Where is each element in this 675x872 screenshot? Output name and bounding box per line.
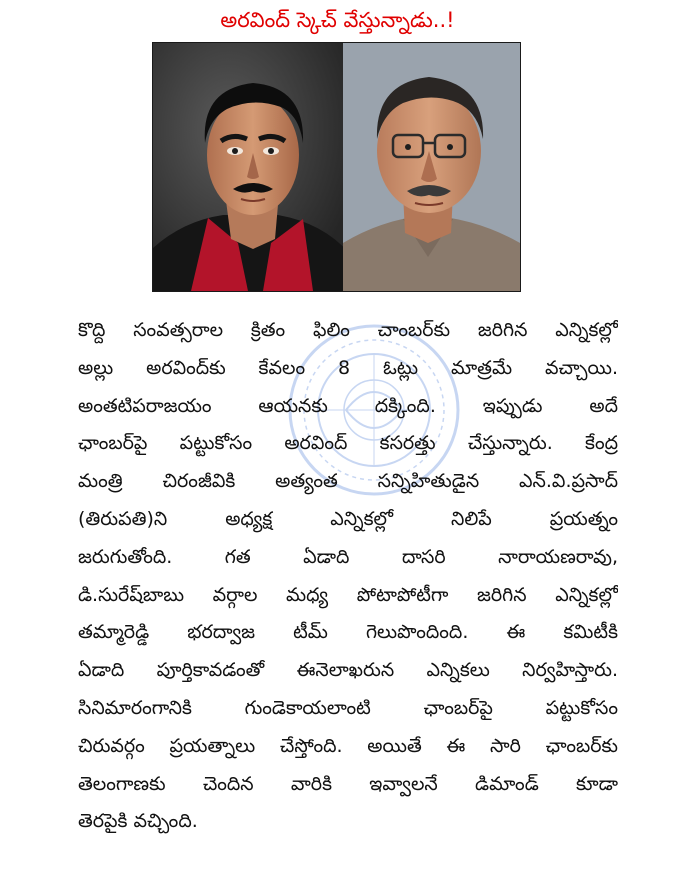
article-line: (తిరుపతి)ని అధ్యక్ష ఎన్నికల్లో నిలిపే ప్రయత్నం bbox=[78, 507, 618, 530]
article-body bbox=[78, 312, 618, 841]
article-line: జరుగుతోంది. గత ఏడాది దాసరి నారాయణరావు, bbox=[78, 545, 618, 568]
article-line: తెలంగాణకు చెందిన వారికి ఇవ్వాలనే డిమాండ్ కూడా bbox=[78, 772, 618, 795]
article-line: తెరపైకి వచ్చింది. bbox=[78, 810, 198, 833]
article-line: కొద్ది సంవత్సరాల క్రితం ఫిలిం చాంబర్‌కు జరిగిన ఎన్నికల్లో bbox=[78, 319, 618, 341]
article-line: ఛాంబర్‌పై పట్టుకోసం అరవింద్ కసరత్తు చేస్తున్నారు. కేంద్ర bbox=[78, 432, 618, 455]
article-line: చిరువర్గం ప్రయత్నాలు చేస్తోంది. అయితే ఈ సారి ఛాంబర్‌కు bbox=[78, 734, 618, 757]
article-line: మంత్రి చిరంజీవికి అత్యంత సన్నిహితుడైన ఎన్.వి.ప్రసాద్ bbox=[78, 470, 618, 493]
article-line: ఏడాది పూర్తికావడంతో ఈనెలాఖరున ఎన్నికలు నిర్వహిస్తారు. bbox=[78, 659, 618, 682]
news-photo bbox=[152, 42, 521, 292]
article-line: అంతటిపరాజయం ఆయనకు దక్కింది. ఇప్పుడు అదే bbox=[78, 394, 618, 417]
article-line: సినిమారంగానికి గుండెకాయలాంటి ఛాంబర్‌పై పట్టుకోసం bbox=[78, 696, 618, 719]
article-headline: అరవింద్ స్కెచ్ వేస్తున్నాడు..! bbox=[220, 8, 455, 32]
two-men-portrait-image bbox=[153, 43, 520, 291]
article-line: తమ్మారెడ్డి భరద్వాజ టీమ్ గెలుపొందింది. ఈ కమిటీకి bbox=[78, 621, 618, 644]
article-line: డి.సురేష్‌బాబు వర్గాల మధ్య పోటాపోటీగా జరిగిన ఎన్నికల్లో bbox=[78, 583, 618, 606]
article-line: అల్లు అరవింద్‌కు కేవలం 8 ఓట్లు మాత్రమే వచ్చాయి. bbox=[78, 356, 618, 379]
